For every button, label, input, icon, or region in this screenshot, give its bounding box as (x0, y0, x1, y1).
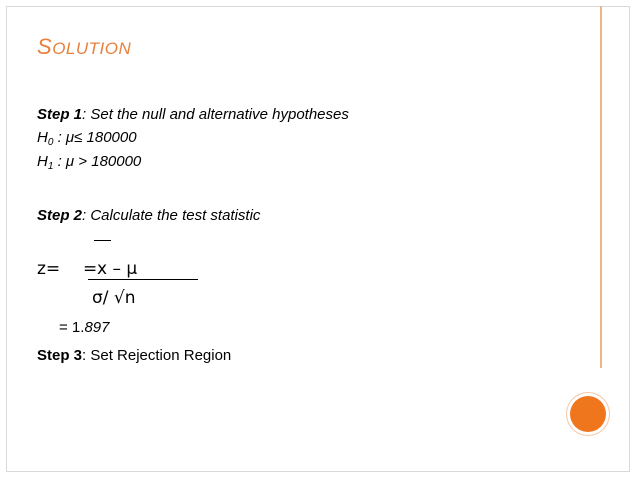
formula-denominator: σ/ √n (92, 288, 136, 308)
step2-line (37, 207, 260, 224)
step1-text: : Set the null and alternative hypotheses (82, 106, 349, 123)
formula-numerator: x – μ (97, 259, 138, 279)
xbar-overline (94, 240, 111, 241)
h1-symbol: H (37, 153, 48, 170)
step2-label: Step 2 (37, 207, 83, 224)
step3-text: : Set Rejection Region (82, 347, 232, 364)
step1-line (37, 106, 349, 123)
formula-eq: = (83, 259, 98, 279)
result-eq: = 1. (59, 319, 85, 336)
step3-line (37, 347, 231, 364)
step3-label: Step 3 (37, 347, 83, 364)
result-number: 897 (84, 319, 110, 336)
formula-lhs: z= (37, 259, 61, 279)
alternative-hypothesis (37, 153, 141, 170)
step1-label: Step 1 (37, 106, 83, 123)
decorative-rule (600, 6, 602, 368)
decorative-circle (570, 396, 606, 432)
slide-title (37, 34, 131, 60)
title-initial: S (37, 34, 53, 59)
h0-subscript: 0 (47, 137, 54, 148)
step2-text: : Calculate the test statistic (82, 207, 261, 224)
h0-symbol: H (37, 129, 48, 146)
title-rest: OLUTION (52, 39, 132, 58)
h0-text: : μ≤ 180000 (53, 129, 137, 146)
fraction-line (88, 279, 198, 280)
h1-text: : μ > 180000 (53, 153, 142, 170)
test-statistic-formula (37, 233, 237, 353)
formula-result (59, 319, 109, 336)
h1-subscript: 1 (47, 161, 54, 172)
null-hypothesis (37, 129, 137, 146)
